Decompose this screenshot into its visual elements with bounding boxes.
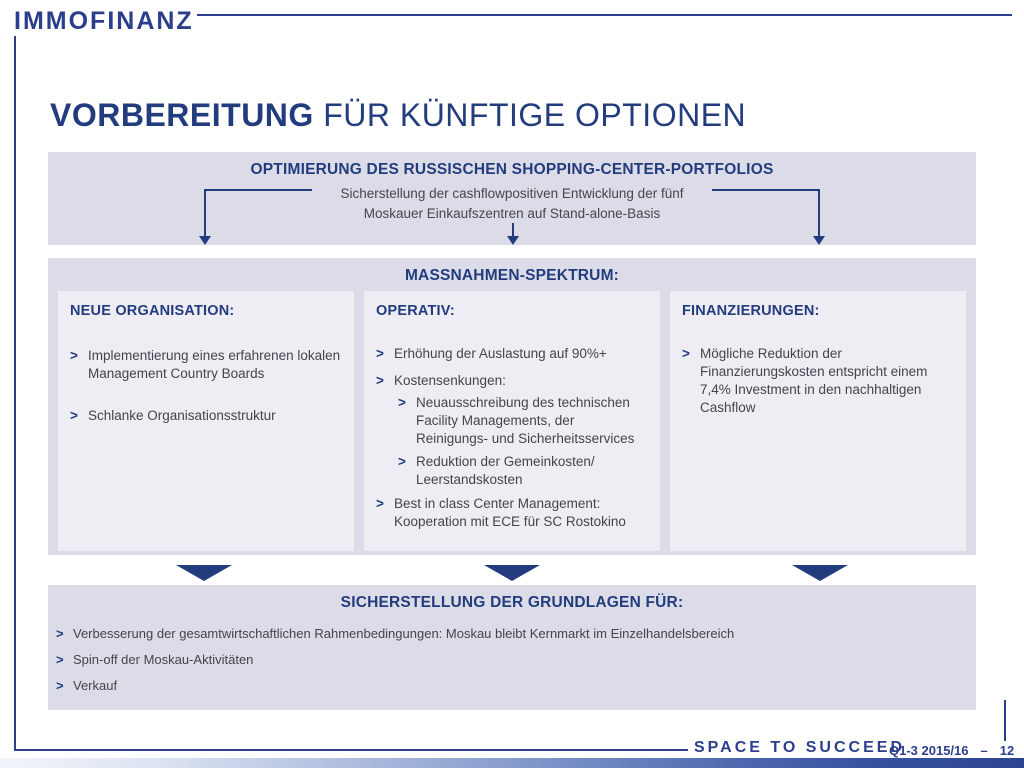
bottom-gradient-bar bbox=[0, 758, 1024, 768]
immofinanz-logo: IMMOFINANZ bbox=[14, 7, 194, 35]
list-item-text: Reduktion der Gemeinkosten/ Leerstandskosten bbox=[416, 454, 595, 487]
column-operativ bbox=[364, 291, 660, 551]
list-item-sub bbox=[398, 453, 648, 489]
chevron-bullet-icon: > bbox=[682, 346, 690, 361]
left-rule bbox=[14, 36, 16, 751]
list-item bbox=[70, 347, 342, 383]
chevron-bullet-icon: > bbox=[56, 652, 64, 667]
page-title-bold: VORBEREITUNG bbox=[50, 97, 314, 134]
optimization-heading: OPTIMIERUNG DES RUSSISCHEN SHOPPING-CENTER-PORTFOLIOS bbox=[250, 161, 774, 178]
arrow-down-icon bbox=[813, 236, 825, 245]
list-item bbox=[682, 345, 954, 417]
list-item-text: Neuausschreibung des technischen Facility Managements, der Reinigungs- und Sicherheitsservices bbox=[416, 395, 635, 446]
chevron-bullet-icon: > bbox=[398, 395, 406, 410]
list-item-text: Best in class Center Management: Kooperation mit ECE für SC Rostokino bbox=[394, 496, 626, 529]
top-rule bbox=[197, 14, 1012, 16]
page-title bbox=[50, 97, 746, 134]
list-item-text: Verbesserung der gesamtwirtschaftlichen Rahmenbedingungen: Moskau bleibt Kernmarkt im Einzelhandelsbereich bbox=[73, 626, 735, 641]
page-title-rest: FÜR KÜNFTIGE OPTIONEN bbox=[313, 97, 747, 134]
chevron-bullet-icon: > bbox=[398, 454, 406, 469]
triangle-down-icon bbox=[176, 565, 232, 581]
footer-rule bbox=[14, 749, 688, 751]
dash-separator: – bbox=[980, 743, 988, 758]
chevron-bullet-icon: > bbox=[70, 408, 78, 423]
foundations-heading: SICHERSTELLUNG DER GRUNDLAGEN FÜR: bbox=[340, 594, 684, 611]
arrow-down-icon bbox=[507, 236, 519, 245]
list-item-text: Mögliche Reduktion der Finanzierungskosten entspricht einem 7,4% Investment in den nachhaltigen Cashflow bbox=[700, 346, 928, 415]
foundations-list bbox=[48, 612, 976, 694]
chevron-bullet-icon: > bbox=[56, 626, 64, 641]
connector-left-vertical bbox=[204, 189, 206, 236]
chevron-bullet-icon: > bbox=[56, 678, 64, 693]
list-item-text: Verkauf bbox=[73, 678, 118, 693]
measures-columns bbox=[58, 291, 966, 551]
connector-left-horizontal bbox=[204, 189, 312, 191]
optimization-subtitle-line1: Sicherstellung der cashflowpositiven Entwicklung der fünf bbox=[340, 186, 684, 201]
list-item-text: Implementierung eines erfahrenen lokalen Management Country Boards bbox=[88, 348, 341, 381]
page-number-rule bbox=[1004, 700, 1006, 741]
footer-page-reference bbox=[889, 743, 1014, 758]
connector-right-horizontal bbox=[712, 189, 820, 191]
page-number: 12 bbox=[999, 743, 1015, 758]
column-finanzierungen bbox=[670, 291, 966, 551]
measures-box bbox=[48, 258, 976, 555]
chevron-bullet-icon: > bbox=[376, 373, 384, 388]
chevron-bullet-icon: > bbox=[376, 496, 384, 511]
list-item bbox=[56, 625, 966, 642]
tagline: SPACE TO SUCCEED bbox=[694, 739, 905, 756]
column-heading: NEUE ORGANISATION: bbox=[70, 303, 235, 319]
chevron-bullet-icon: > bbox=[376, 346, 384, 361]
list-item-text: Kostensenkungen: bbox=[394, 373, 506, 388]
connector-right-vertical bbox=[818, 189, 820, 236]
chevron-bullet-icon: > bbox=[70, 348, 78, 363]
foundations-box bbox=[48, 585, 976, 710]
list-item bbox=[70, 407, 342, 425]
optimization-subtitle bbox=[48, 184, 976, 224]
connector-center-vertical bbox=[512, 223, 514, 236]
column-neue-organisation bbox=[58, 291, 354, 551]
list-item bbox=[376, 372, 648, 390]
triangle-down-icon bbox=[792, 565, 848, 581]
optimization-subtitle-line2: Moskauer Einkaufszentren auf Stand-alone-Basis bbox=[363, 206, 661, 221]
column-heading: FINANZIERUNGEN: bbox=[682, 303, 820, 319]
list-item-text: Spin-off der Moskau-Aktivitäten bbox=[73, 652, 254, 667]
list-item-text: Erhöhung der Auslastung auf 90%+ bbox=[394, 346, 607, 361]
list-item bbox=[376, 495, 648, 531]
list-item-sub bbox=[398, 394, 648, 448]
list-item bbox=[376, 345, 648, 363]
list-item-text: Schlanke Organisationsstruktur bbox=[88, 408, 276, 423]
measures-heading: MASSNAHMEN-SPEKTRUM: bbox=[404, 267, 620, 284]
column-heading: OPERATIV: bbox=[376, 303, 455, 319]
list-item bbox=[56, 651, 966, 668]
arrow-down-icon bbox=[199, 236, 211, 245]
list-item bbox=[56, 677, 966, 694]
triangle-down-icon bbox=[484, 565, 540, 581]
quarter-reference: Q1-3 2015/16 bbox=[889, 743, 969, 758]
